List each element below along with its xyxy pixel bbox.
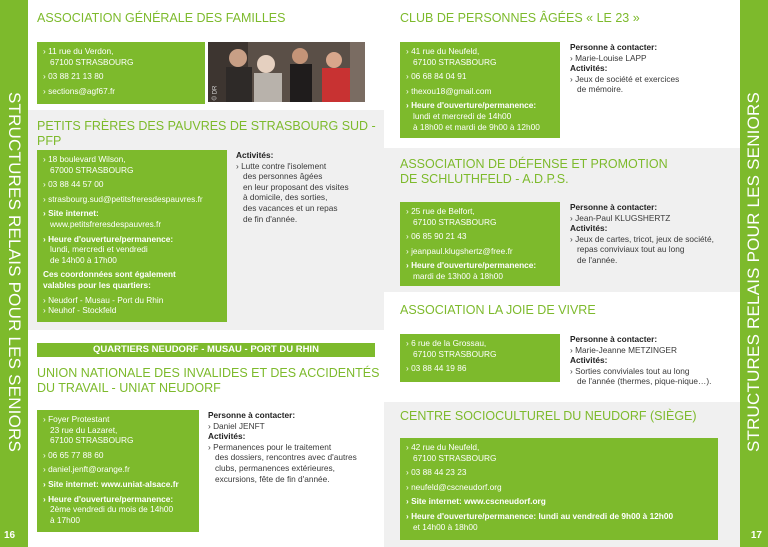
club23-title: CLUB DE PERSONNES ÂGÉES « LE 23 » xyxy=(400,11,640,25)
club23-info-box xyxy=(400,42,560,138)
club23-hours-1: lundi et mercredi de 14h00 xyxy=(413,110,512,121)
photo-illustration xyxy=(208,42,365,102)
csc-city: 67100 STRASBOURG xyxy=(413,452,497,463)
pfp-website-label: › Site internet: xyxy=(43,208,99,219)
adps-address: › 25 rue de Belfort, xyxy=(406,206,475,216)
agf-title: ASSOCIATION GÉNÉRALE DES FAMILLES xyxy=(37,11,286,25)
csc-section xyxy=(384,402,740,547)
pfp-phone: › 03 88 44 57 00 xyxy=(43,179,104,190)
pfp-address: › 18 boulevard Wilson, xyxy=(43,154,126,164)
csc-address: › 42 rue du Neufeld, xyxy=(406,442,480,452)
club23-activity-line: › Jeux de société et exercices xyxy=(570,73,680,84)
pfp-city: 67000 STRASBOURG xyxy=(50,164,134,175)
pfp-hours-2: de 14h00 à 17h00 xyxy=(50,254,117,265)
page-number-left: 16 xyxy=(4,530,16,541)
pfp-activity-line: de fin d'année. xyxy=(243,213,298,224)
csc-email[interactable]: › neufeld@cscneudorf.org xyxy=(406,481,502,492)
club23-city: 67100 STRASBOURG xyxy=(413,56,497,67)
agf-address: › 11 rue du Verdon, xyxy=(43,46,114,56)
club23-contact-label: Personne à contacter: xyxy=(570,42,658,52)
joie-phone: › 03 88 44 19 86 xyxy=(406,363,467,374)
csc-info-box xyxy=(400,438,718,540)
pfp-hours-1: lundi, mercredi et vendredi xyxy=(50,244,148,255)
pfp-activity-line: en leur proposant des visites xyxy=(243,181,349,192)
adps-activity-line: repas conviviaux tout au long xyxy=(577,244,685,255)
uniat-city: 67100 STRASBOURG xyxy=(50,435,134,446)
club23-phone: › 06 68 84 04 91 xyxy=(406,71,467,82)
joie-info-box xyxy=(400,334,560,382)
adps-hours: mardi de 13h00 à 18h00 xyxy=(413,270,503,281)
uniat-hours-1: 2ème vendredi du mois de 14h00 xyxy=(50,504,174,515)
adps-info-box xyxy=(400,202,560,286)
adps-activity-line: de l'année. xyxy=(577,254,618,265)
adps-contact: › Jean-Paul KLUGSHERTZ xyxy=(570,212,671,223)
pfp-activity-line: des vacances et un repas xyxy=(243,202,338,213)
seniors-photo xyxy=(208,42,365,102)
agf-phone: › 03 88 21 13 80 xyxy=(43,71,104,82)
adps-title-1: ASSOCIATION DE DÉFENSE ET PROMOTION xyxy=(400,157,668,171)
club23-section xyxy=(384,0,740,148)
adps-title-2: DE SCHLUTHFELD - A.D.P.S. xyxy=(400,172,569,186)
photo-credit: © DR xyxy=(212,85,219,101)
csc-website[interactable]: › Site internet: www.cscneudorf.org xyxy=(406,496,546,507)
agf-city: 67100 STRASBOURG xyxy=(50,56,134,67)
uniat-place: › Foyer Protestant xyxy=(43,414,110,424)
agf-email[interactable]: › sections@agf67.fr xyxy=(43,85,116,96)
club23-activities-label: Activités: xyxy=(570,63,608,74)
pfp-activity-line: › Lutte contre l'isolement xyxy=(236,160,327,171)
pfp-note-2: valables pour les quartiers: xyxy=(43,279,151,290)
page-number-right: 17 xyxy=(750,530,762,541)
club23-hours-2: à 18h00 et mardi de 9h00 à 12h00 xyxy=(413,121,540,132)
pfp-hours-label: › Heure d'ouverture/permanence: xyxy=(43,233,174,244)
joie-address: › 6 rue de la Grossau, xyxy=(406,338,487,348)
uniat-website[interactable]: › Site internet: www.uniat-alsace.fr xyxy=(43,478,179,489)
joie-activity-line: › Sorties conviviales tout au long xyxy=(570,365,690,376)
adps-activity-line: › Jeux de cartes, tricot, jeux de société, xyxy=(570,233,714,244)
uniat-activity-line: des dossiers, rencontres avec d'autres xyxy=(215,452,357,463)
club23-email[interactable]: › thexou18@gmail.com xyxy=(406,85,492,96)
uniat-address: 23 rue du Lazaret, xyxy=(50,424,118,435)
uniat-title-1: UNION NATIONALE DES INVALIDES ET DES ACCIDENTÉS xyxy=(37,366,380,380)
uniat-email[interactable]: › daniel.jenft@orange.fr xyxy=(43,464,130,475)
pfp-section xyxy=(28,110,384,330)
csc-hours: › Heure d'ouverture/permanence: lundi au vendredi de 9h00 à 12h00 xyxy=(406,510,674,521)
uniat-section xyxy=(28,358,384,547)
uniat-hours-2: à 17h00 xyxy=(50,514,80,525)
uniat-details xyxy=(208,410,357,484)
csc-hours-2: et 14h00 à 18h00 xyxy=(413,521,478,532)
adps-contact-label: Personne à contacter: xyxy=(570,202,658,212)
club23-activity-line: de mémoire. xyxy=(577,84,624,95)
agf-info-box xyxy=(37,42,205,104)
joie-details xyxy=(570,334,711,387)
uniat-activity-line: clubs, permanences extérieures, xyxy=(215,462,335,473)
district-band: QUARTIERS NEUDORF - MUSAU - PORT DU RHIN xyxy=(37,343,375,357)
adps-hours-label: › Heure d'ouverture/permanence: xyxy=(406,260,537,271)
pfp-district-2: › Neuhof - Stockfeld xyxy=(43,305,117,316)
pfp-activity-line: à domicile, des sorties, xyxy=(243,192,328,203)
joie-activities-label: Activités: xyxy=(570,355,608,366)
pfp-info-box xyxy=(37,150,227,322)
adps-city: 67100 STRASBOURG xyxy=(413,216,497,227)
club23-address: › 41 rue du Neufeld, xyxy=(406,46,480,56)
joie-city: 67100 STRASBOURG xyxy=(413,348,497,359)
club23-hours-label: › Heure d'ouverture/permanence: xyxy=(406,100,537,111)
club23-contact: › Marie-Louise LAPP xyxy=(570,52,647,63)
uniat-activity-line: excursions, fête de fin d'année. xyxy=(215,473,330,484)
adps-details xyxy=(570,202,714,266)
uniat-activity-line: › Permanences pour le traitement xyxy=(208,441,332,452)
csc-phone: › 03 88 44 23 23 xyxy=(406,467,467,478)
right-side-bar xyxy=(740,0,768,547)
uniat-activities-label: Activités: xyxy=(208,431,246,442)
agf-section xyxy=(28,0,384,110)
adps-section xyxy=(384,148,740,292)
csc-title: CENTRE SOCIOCULTUREL DU NEUDORF (SIÈGE) xyxy=(400,409,697,423)
pfp-title: PETITS FRÈRES DES PAUVRES DE STRASBOURG SUD - PFP xyxy=(37,119,376,148)
pfp-activities-label: Activités: xyxy=(236,150,274,160)
adps-email[interactable]: › jeanpaul.klugshertz@free.fr xyxy=(406,245,513,256)
club23-details xyxy=(570,42,679,95)
joie-section xyxy=(384,292,740,402)
right-vertical-title: STRUCTURES RELAIS POUR LES SENIORS xyxy=(744,91,763,453)
uniat-contact-label: Personne à contacter: xyxy=(208,410,296,420)
uniat-phone: › 06 65 77 88 60 xyxy=(43,449,104,460)
joie-contact-label: Personne à contacter: xyxy=(570,334,658,344)
uniat-contact: › Daniel JENFT xyxy=(208,420,265,431)
joie-title: ASSOCIATION LA JOIE DE VIVRE xyxy=(400,303,596,317)
joie-contact: › Marie-Jeanne METZINGER xyxy=(570,344,677,355)
pfp-email[interactable]: › strasbourg.sud@petitsfreresdespauvres.fr xyxy=(43,193,203,204)
adps-activities-label: Activités: xyxy=(570,223,608,234)
pfp-note-1: Ces coordonnées sont également xyxy=(43,269,176,280)
left-vertical-title: STRUCTURES RELAIS POUR LES SENIORS xyxy=(5,91,24,453)
adps-phone: › 06 85 90 21 43 xyxy=(406,231,467,242)
uniat-title-2: DU TRAVAIL - UNIAT NEUDORF xyxy=(37,381,221,395)
uniat-hours-label: › Heure d'ouverture/permanence: xyxy=(43,493,174,504)
uniat-info-box xyxy=(37,410,199,532)
left-side-bar xyxy=(0,0,28,547)
pfp-activities xyxy=(236,150,349,224)
pfp-district-1: › Neudorf - Musau - Port du Rhin xyxy=(43,294,164,305)
pfp-activity-line: des personnes âgées xyxy=(243,171,323,182)
pfp-website[interactable]: www.petitsfreresdespauvres.fr xyxy=(50,218,162,229)
joie-activity-line: de l'année (thermes, pique-nique…). xyxy=(577,376,712,387)
